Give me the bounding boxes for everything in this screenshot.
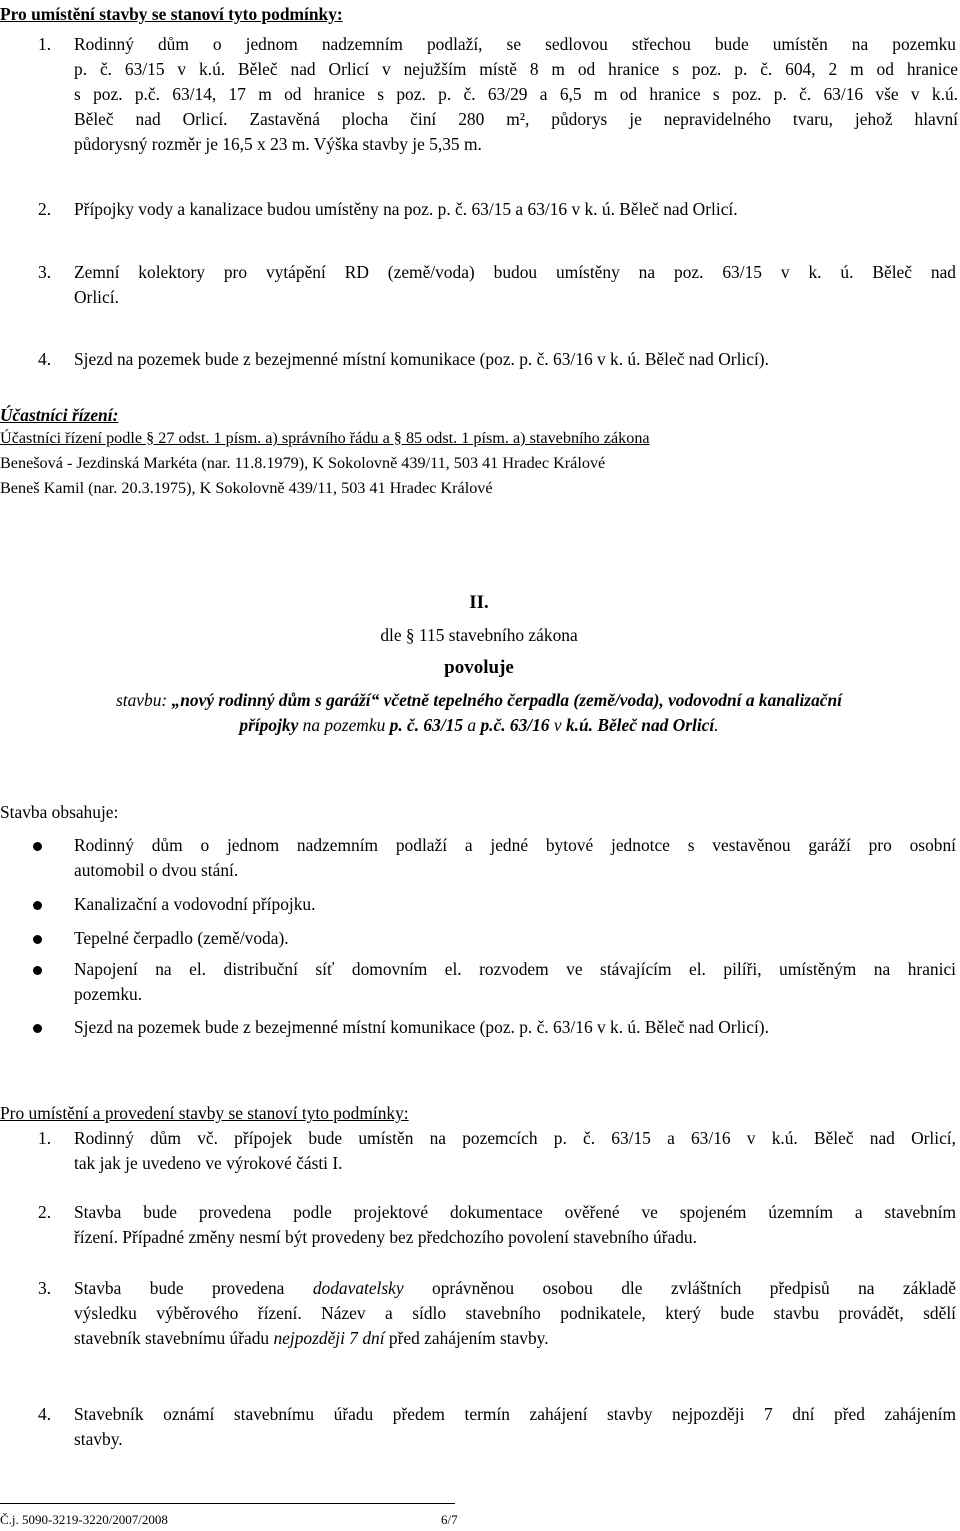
item-number: 4. — [38, 1404, 52, 1424]
condition-item-1-line5: půdorysný rozměr je 16,5 x 23 m. Výška stavby je 5,35 m. — [74, 134, 482, 154]
section-number: II. — [469, 592, 489, 613]
item-number: 2. — [38, 199, 52, 219]
page-number: 6/7 — [441, 1512, 458, 1527]
item-text: Rodinný dům o jednom nadzemním podlaží, se sedlovou střechou bude umístěn na pozemku — [74, 34, 956, 54]
participants-basis: Účastníci řízení podle § 27 odst. 1 písm. a) správního řádu a § 85 odst. 1 písm. a) stavebního zákona — [0, 429, 650, 447]
condition-item-1-line4: Běleč nad Orlicí. Zastavěná plocha činí 280 m², půdorys je nepravidelného tvaru, jehož hlavní — [74, 109, 958, 129]
participant-2: Beneš Kamil (nar. 20.3.1975), K Sokolovně 439/11, 503 41 Hradec Králové — [0, 479, 493, 497]
document-page: Pro umístění stavby se stanoví tyto podmínky: 1. Rodinný dům o jednom nadzemním podlaží, se sedlovou střechou bude umístěn na pozemku p. č. 63/15 v k.ú. Běleč nad Orlicí v nejužším místě 8 m od hranice s poz. p. č. 604, 2 m od hranice s poz. p.č. 63/14, 17 m od hranice s poz. p. č. 63/29 a 6,5 m od hranice s poz. p. č. 63/16 vše v k.ú. Běleč nad Orlicí. Zastavěná plocha činí 280 m², půdorys je nepravidelného tvaru, jehož hlavní půdorysný rozměr je 16,5 x 23 m. Výška stavby je 5,35 m. 2. Přípojky vody a kanalizace budou umístěny na poz. p. č. 63/15 a 63/16 v k. ú. Běleč nad Orlicí. 3. Zemní kolektory pro vytápění RD (země/voda) budou umístěny na poz. 63/15 v k. ú. Běleč nad Orlicí. 4. Sjezd na pozemek bude z bezejmenné místní komunikace (poz. p. č. 63/16 v k. ú. Běleč nad Orlicí). Účastníci řízení: Účastníci řízení podle § 27 odst. 1 písm. a) správního řádu a § 85 odst. 1 písm. a) stavebního zákona Benešová - Jezdinská Markéta (nar. 11.8.1979), K Sokolovně 439/11, 503 41 Hradec Králové Beneš Kamil (nar. 20.3.1975), K Sokolovně 439/11, 503 41 Hradec Králové II. dle § 115 stavebního zákona povoluje stavbu: „nový rodinný dům s garáží“ včetně tepelného čerpadla (země/voda), vodovodní a kanalizační přípojky na pozemku p. č. 63/15 a p.č. 63/16 v k.ú. Běleč nad Orlicí. Stavba obsahuje: Rodinný dům o jednom nadzemním podlaží a jedné bytové jednotce s vestavěnou garáží pro osobní automobil o dvou stání. Kanalizační a vodovodní přípojku. Tepelné čerpadlo (země/voda). Napojení na el. distribuční síť domovním el. rozvodem ve stávajícím el. pilíři, umístěným na hranici pozemku. Sjezd na pozemek bude z bezejmenné místní komunikace (poz. p. č. 63/16 v k. ú. Běleč nad Orlicí). Pro umístění a provedení stavby se stanoví tyto podmínky: 1. Rodinný dům vč. přípojek bude umístěn na pozemcích p. č. 63/15 a 63/16 v k.ú. Běleč nad Orlicí, tak jak je uvedeno ve výrokové části I. 2. Stavba bude provedena podle projektové dokumentace ověřené ve spojeném územním a stavebním řízení. Případné změny nesmí být provedeny bez předchozího povolení stavebního úřadu. 3. Stavba bude provedena dodavatelsky oprávněnou osobou dle zvláštních předpisů na základě výsledku výběrového řízení. Název a sídlo stavebního podnikatele, který bude stavbu provádět, sdělí stavebník stavebnímu úřadu nejpozději 7 dní před zahájením stavby. 4. Stavebník oznámí stavebnímu úřadu předem termín zahájení stavby nejpozději 7 dní před zahájením stavby. Č.j. 5090-3219-3220/2007/2008 6/7 — [0, 4, 958, 1527]
bullet-icon — [33, 966, 42, 975]
footer-rule — [0, 1503, 455, 1504]
item-text: Přípojky vody a kanalizace budou umístěny na poz. p. č. 63/15 a 63/16 v k. ú. Běleč nad Orlicí. — [74, 199, 738, 219]
item-text: Zemní kolektory pro vytápění RD (země/voda) budou umístěny na poz. 63/15 v k. ú. Běleč nad Orlicí. — [74, 262, 956, 307]
reference-number: Č.j. 5090-3219-3220/2007/2008 — [0, 1512, 168, 1527]
condition-item-1-line2: p. č. 63/15 v k.ú. Běleč nad Orlicí v nejužším místě 8 m od hranice s poz. p. č. 604, 2 m od hranice — [74, 59, 958, 79]
item-number: 3. — [38, 1278, 52, 1298]
conditions2-heading: Pro umístění a provedení stavby se stanoví tyto podmínky: — [0, 1103, 409, 1123]
item-number: 4. — [38, 349, 52, 369]
bullet-icon — [33, 935, 42, 944]
item-number: 1. — [38, 1128, 52, 1148]
decision-line-2: přípojky na pozemku p. č. 63/15 a p.č. 63/16 v k.ú. Běleč nad Orlicí. — [239, 715, 719, 735]
participants-heading: Účastníci řízení: — [0, 405, 119, 425]
item-number: 2. — [38, 1202, 52, 1222]
law-reference: dle § 115 stavebního zákona — [380, 625, 578, 645]
contents-heading: Stavba obsahuje: — [0, 802, 119, 822]
item-text: Sjezd na pozemek bude z bezejmenné místní komunikace (poz. p. č. 63/16 v k. ú. Běleč nad Orlicí). — [74, 349, 769, 369]
item-number: 1. — [38, 34, 52, 54]
bullet-icon — [33, 842, 42, 851]
bullet-icon — [33, 901, 42, 910]
item-number: 3. — [38, 262, 52, 282]
participant-1: Benešová - Jezdinská Markéta (nar. 11.8.1979), K Sokolovně 439/11, 503 41 Hradec Králové — [0, 454, 606, 472]
bullet-icon — [33, 1024, 42, 1033]
decision-line-1: stavbu: „nový rodinný dům s garáží“ včetně tepelného čerpadla (země/voda), vodovodní a kanalizační — [115, 690, 842, 710]
decision-verb: povoluje — [444, 657, 514, 678]
conditions-heading: Pro umístění stavby se stanoví tyto podmínky: — [0, 4, 343, 24]
condition-item-1-line3: s poz. p.č. 63/14, 17 m od hranice s poz. p. č. 63/29 a 6,5 m od hranice s poz. p. č. 63/16 vše v k.ú. — [74, 84, 958, 104]
